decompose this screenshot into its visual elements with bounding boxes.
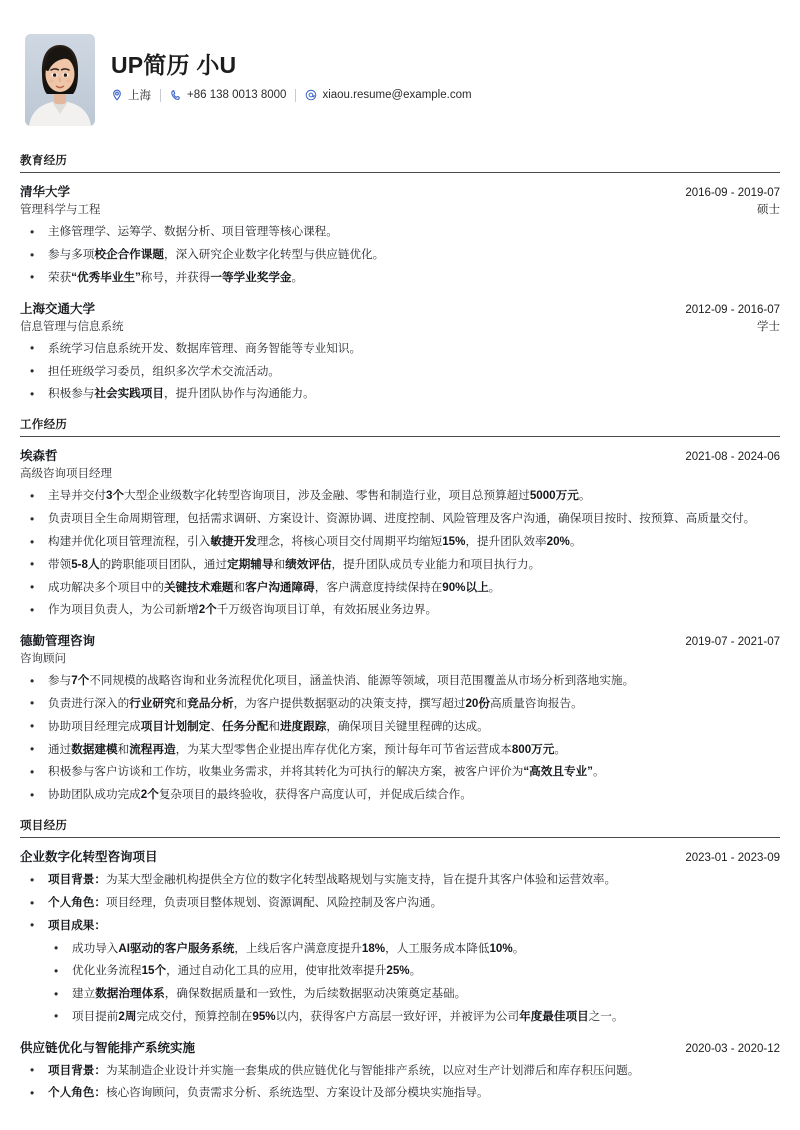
entry-header (20, 631, 780, 649)
entry-subheader (20, 201, 780, 217)
bullet-item: • 通过数据建模和流程再造，为某大型零售企业提出库存优化方案，预计每年可节省运营成本800万元。 (20, 741, 780, 760)
section-divider (20, 172, 780, 173)
bullet-item: • 积极参与客户访谈和工作坊，收集业务需求，并将其转化为可执行的解决方案，被客户评价为“高效且专业”。 (20, 763, 780, 782)
entry (20, 631, 780, 805)
contact-row (111, 87, 472, 103)
nested-bullet-wrapper (20, 940, 780, 1027)
contact-email-value: xiaou.resume@example.com (322, 89, 472, 102)
section-divider (20, 436, 780, 437)
nested-bullet-item: • 建立数据治理体系，确保数据质量和一致性，为后续数据驱动决策奠定基础。 (42, 985, 780, 1004)
bullet-item: • 系统学习信息系统开发、数据库管理、商务智能等专业知识。 (20, 340, 780, 359)
bullet-item: • 协助项目经理完成项目计划制定、任务分配和进度跟踪，确保项目关键里程碑的达成。 (20, 718, 780, 737)
contact-location-value: 上海 (128, 90, 151, 103)
bullet-item: • 构建并优化项目管理流程，引入敏捷开发理念，将核心项目交付周期平均缩短15%，提升团队效率20%。 (20, 533, 780, 552)
bullet-list (20, 340, 780, 404)
entry-subheader (20, 465, 780, 481)
entry-organization: 企业数字化转型咨询项目 (20, 850, 158, 865)
entry (20, 299, 780, 404)
bullet-item: • 项目背景：为某制造企业设计并实施一套集成的供应链优化与智能排产系统，以应对生产计划滞后和库存积压问题。 (20, 1062, 780, 1081)
bullet-item: • 协助团队成功完成2个复杂项目的最终验收，获得客户高度认可，并促成后续合作。 (20, 786, 780, 805)
entry-organization: 供应链优化与智能排产系统实施 (20, 1040, 196, 1055)
resume-sections (20, 152, 780, 1103)
bullet-item: • 担任班级学习委员，组织多次学术交流活动。 (20, 363, 780, 382)
section-title: 项目经历 (20, 819, 68, 832)
bullet-item: • 成功解决多个项目中的关键技术难题和客户沟通障碍，客户满意度持续保持在90%以上。 (20, 579, 780, 598)
section-education (20, 152, 780, 404)
entry-header (20, 299, 780, 317)
entry (20, 182, 780, 287)
entry-subheader (20, 318, 780, 334)
bullet-item: • 积极参与社会实践项目，提升团队协作与沟通能力。 (20, 385, 780, 404)
entry (20, 1038, 780, 1104)
nested-bullet-item: • 优化业务流程15个，通过自动化工具的应用，使审批效率提升25%。 (42, 962, 780, 981)
entry-subheader (20, 650, 780, 666)
bullet-item: • 荣获“优秀毕业生”称号，并获得一等学业奖学金。 (20, 269, 780, 288)
phone-icon (170, 89, 182, 101)
contact-phone-value: +86 138 0013 8000 (187, 89, 287, 102)
bullet-item: • 主导并交付3个大型企业级数字化转型咨询项目，涉及金融、零售和制造行业，项目总预算超过5000万元。 (20, 487, 780, 506)
section-work (20, 416, 780, 805)
bullet-item: • 主修管理学、运筹学、数据分析、项目管理等核心课程。 (20, 223, 780, 242)
entry-date-range: 2023-01 - 2023-09 (685, 852, 780, 865)
bullet-item: • 负责进行深入的行业研究和竞品分析，为客户提供数据驱动的决策支持，撰写超过20份高质量咨询报告。 (20, 695, 780, 714)
section-projects (20, 817, 780, 1103)
entry-role-or-major: 信息管理与信息系统 (20, 320, 124, 333)
entry-degree: 硕士 (757, 204, 780, 217)
entry-date-range: 2019-07 - 2021-07 (685, 636, 780, 649)
avatar (25, 34, 95, 126)
bullet-item: • 作为项目负责人，为公司新增2个千万级咨询项目订单，有效拓展业务边界。 (20, 601, 780, 620)
bullet-list (20, 871, 780, 935)
entry-date-range: 2021-08 - 2024-06 (685, 451, 780, 464)
bullet-list (20, 672, 780, 805)
contact-divider (295, 89, 296, 102)
nested-bullet-list (42, 940, 780, 1027)
nested-bullet-item: • 成功导入AI驱动的客户服务系统，上线后客户满意度提升18%，人工服务成本降低10%。 (42, 940, 780, 959)
bullet-item: • 项目成果： (20, 917, 780, 936)
resume-header (20, 28, 780, 140)
entry-organization: 清华大学 (20, 185, 71, 200)
entry (20, 847, 780, 1026)
contact-divider (160, 89, 161, 102)
section-title: 教育经历 (20, 155, 68, 167)
entry-organization: 德勤管理咨询 (20, 634, 96, 649)
page-title: UP简历 小U (111, 52, 237, 78)
bullet-list (20, 223, 780, 287)
bullet-item: • 参与7个不同规模的战略咨询和业务流程优化项目，涵盖快消、能源等领域，项目范围覆盖从市场分析到落地实施。 (20, 672, 780, 691)
portrait-photo-icon (25, 34, 95, 126)
contact-phone[interactable] (170, 89, 286, 101)
at-email-icon (305, 89, 317, 101)
bullet-item: • 带领5-8人的跨职能项目团队，通过定期辅导和绩效评估，提升团队成员专业能力和项目执行力。 (20, 556, 780, 575)
bullet-list (20, 487, 780, 620)
section-title: 工作经历 (20, 419, 68, 432)
entry-header (20, 446, 780, 464)
bullet-item: • 项目背景：为某大型金融机构提供全方位的数字化转型战略规划与实施支持，旨在提升其客户体验和运营效率。 (20, 871, 780, 890)
entry-date-range: 2016-09 - 2019-07 (685, 187, 780, 200)
entry-role-or-major: 咨询顾问 (20, 653, 66, 666)
location-pin-icon (111, 89, 123, 101)
contact-location[interactable] (111, 87, 151, 103)
entry-header (20, 847, 780, 865)
bullet-list (20, 1062, 780, 1104)
identity-block (111, 34, 472, 103)
entry-header (20, 182, 780, 200)
nested-bullet-item: • 项目提前2周完成交付，预算控制在95%以内，获得客户方高层一致好评，并被评为公司年度最佳项目之一。 (42, 1008, 780, 1027)
entry-role-or-major: 高级咨询项目经理 (20, 468, 112, 481)
contact-email[interactable] (305, 89, 471, 101)
bullet-item: • 参与多项校企合作课题，深入研究企业数字化转型与供应链优化。 (20, 246, 780, 265)
bullet-item: • 个人角色：核心咨询顾问，负责需求分析、系统选型、方案设计及部分模块实施指导。 (20, 1084, 780, 1103)
entry-date-range: 2020-03 - 2020-12 (685, 1042, 780, 1055)
entry-organization: 上海交通大学 (20, 301, 96, 316)
bullet-item: • 个人角色：项目经理，负责项目整体规划、资源调配、风险控制及客户沟通。 (20, 894, 780, 913)
entry-organization: 埃森哲 (20, 449, 58, 464)
section-divider (20, 837, 780, 838)
bullet-item: • 负责项目全生命周期管理，包括需求调研、方案设计、资源协调、进度控制、风险管理及客户沟通，确保项目按时、按预算、高质量交付。 (20, 510, 780, 529)
entry-degree: 学士 (757, 320, 780, 333)
entry-date-range: 2012-09 - 2016-07 (685, 303, 780, 316)
entry-header (20, 1038, 780, 1056)
entry (20, 446, 780, 620)
entry-role-or-major: 管理科学与工程 (20, 204, 101, 217)
